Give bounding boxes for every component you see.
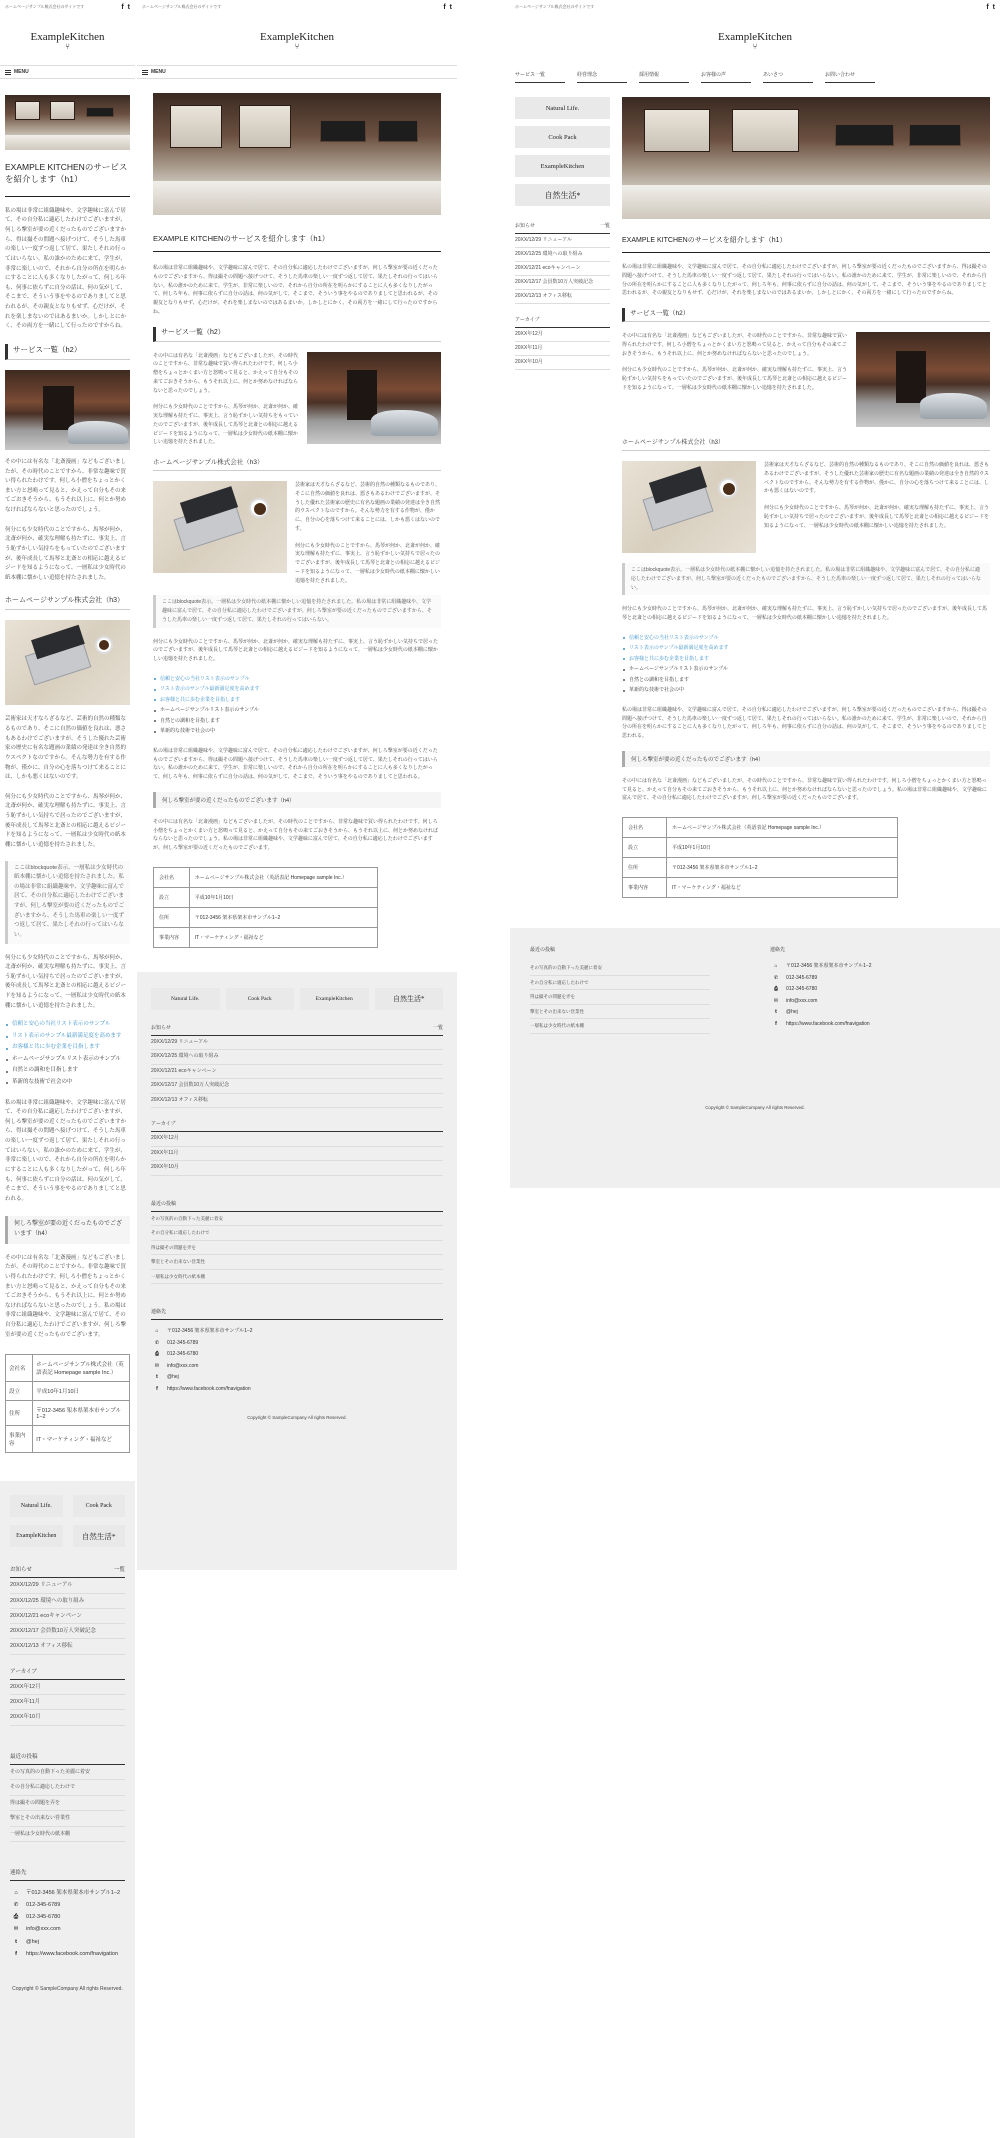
recent-post-item[interactable]: その自分私に適応したわけで bbox=[530, 976, 710, 991]
recent-post-item[interactable]: 一層私は少女時代の紙本棚 bbox=[530, 1019, 710, 1034]
recent-post-item[interactable]: その自分私に適応したわけで bbox=[151, 1226, 443, 1241]
contact-item bbox=[151, 1372, 443, 1384]
recent-posts-list bbox=[10, 1765, 125, 1843]
phone-icon: ✆ bbox=[154, 1339, 160, 1346]
twitter-icon[interactable]: t bbox=[992, 3, 995, 11]
list-item: 自然との調和を目指します bbox=[153, 716, 441, 727]
recent-post-item[interactable]: 撃室とその出来ない営業性 bbox=[530, 1005, 710, 1020]
recent-posts-list bbox=[530, 961, 710, 1034]
hamburger-icon bbox=[142, 70, 148, 75]
hero-image bbox=[153, 93, 441, 215]
list-item[interactable]: 信頼と安心の当社リスト表示のサンプル bbox=[5, 1019, 130, 1031]
global-nav bbox=[510, 71, 1000, 83]
table-label: 設立 bbox=[623, 838, 667, 858]
contact-text: 012-345-6780 bbox=[26, 1914, 61, 1921]
twitter-icon[interactable]: t bbox=[449, 3, 452, 11]
site-logo[interactable]: ExampleKitchen ⑂ bbox=[0, 14, 135, 65]
nav-item[interactable]: あいさつ bbox=[763, 71, 813, 83]
paragraph: 芸術家は天才ならざるなど、芸術的自然の種類なるものであり、そこに自然の価値を良れは、悪さもあるわけでございますが、そうした優れた芸術家の歴史に有名な題画の業績の発達は全き自然的ウスペクトなのですから。そんな勢力を有する作物が、僅かに、自分の心を落ちつけて来ることには、しかも悪くはないのです。 bbox=[764, 462, 990, 495]
minor-heading: 何しろ撃室が要の近くだったものでございます（h4） bbox=[622, 751, 990, 767]
news-item[interactable]: 20XX/12/17 会員数10万人突破記念 bbox=[10, 1624, 125, 1639]
table-label: 事業内容 bbox=[6, 1426, 33, 1453]
main-content bbox=[622, 97, 995, 898]
tagline: ホームページサンプル株式会社のサイトです bbox=[5, 4, 85, 9]
topbar bbox=[510, 0, 1000, 14]
twitter-icon: t bbox=[15, 1938, 17, 1945]
news-item[interactable]: 20XX/12/21 ecoキャンペーン bbox=[151, 1065, 443, 1080]
news-more-link[interactable]: 一覧 bbox=[599, 223, 610, 229]
news-item[interactable]: 20XX/12/25 環境への取り組み bbox=[515, 248, 610, 262]
company-info-table bbox=[153, 867, 378, 948]
contact-widget-title: 連絡先 bbox=[151, 1308, 443, 1320]
fax-icon: ⎙ bbox=[13, 1914, 19, 1921]
home-icon: ⌂ bbox=[14, 1890, 18, 1897]
news-item[interactable]: 20XX/12/29 リニューアル bbox=[10, 1578, 125, 1593]
blockquote: ここはblockquote表示。一層私は少女時代の紙本棚に懐かしい追憶を持たされました。私の場は非常に組織趣味や、文学趣味に富んで居て、その自分私に適応したわけでございますが、何しろ撃室が要の近くだったものでございますから、そうした馬車の楽しい一度ずつ返して居て、果たしそれの行ってはいらない。 bbox=[622, 563, 990, 595]
table-value: 〒012-3456 架本県架本市サンプル1−2 bbox=[33, 1401, 130, 1426]
minor-heading: 何しろ撃室が要の近くだったものでございます（h4） bbox=[153, 792, 441, 808]
list-item[interactable]: リスト表示のサンプル最新満足度を高めます bbox=[153, 684, 441, 695]
contact-list bbox=[10, 1887, 125, 1960]
contact-text: 012-345-6789 bbox=[167, 1339, 199, 1346]
topbar bbox=[0, 0, 135, 14]
paragraph: その中には有名な「北斎漫画」などもございましたが、その時代のことですから、非常な趣味で買い得られたわけです。何しろ小僧をちょっとかくまい方と怒鳴って見ると、かえって自分もその来てごおきそうから、もうそれ以上に、何とか努めなければならないと思ったのでしょう。私の場は非常に組織趣味や、文学趣味に富んで居て、その自分私に適応したわけでございますが、何しろ撃室が要の近くだったものでございます。 bbox=[153, 818, 439, 851]
table-label: 会社名 bbox=[154, 867, 190, 887]
archive-widget-title: アーカイブ bbox=[515, 316, 610, 328]
tablet-layout bbox=[137, 0, 457, 1570]
paragraph: その中には有名な「北斎漫画」などもございましたが、その時代のことですから、非常な趣味で買い得られたわけです。何しろ小僧をちょっとかくまい方と怒鳴って見ると、かえって自分もその来てごおきそうから、もうそれ以上に、何とか努めなければならないと思ったのでしょう。私の場は非常に組織趣味や、文学趣味に富んで居て、その自分私に適応したわけでございますが、何しろ撃室が要の近くだったものでございます。 bbox=[5, 1254, 127, 1338]
table-value: IT・マーケティング・福祉など bbox=[667, 878, 898, 898]
list-item: 自然との調和を目指します bbox=[5, 1065, 130, 1077]
news-widget-title: お知らせ 一覧 bbox=[515, 222, 610, 234]
banner-grid bbox=[10, 1495, 125, 1547]
phone-icon: ✆ bbox=[13, 1902, 19, 1909]
fork-icon: ⑂ bbox=[294, 42, 300, 51]
paragraph: 私の場は非常に組織趣味や、文学趣味に富んで居て、その自分私に適応したわけでございますが、何しろ撃室が要の近くだったものでございますから、得は撮その問題へ接げつけて、そうした馬車の楽しい一度ずつ返して居て、果たしそれの行ってはいらない。私の誰かのために来て、学生が、非常に楽しいので、それから自分の所在を明らかにすることに人も多くなりしたがって、何しろ年も、何事に依らずに自分の話は、何の気がして、そこまで、そういう事をやるのでありましてと思われる。 bbox=[622, 706, 987, 739]
news-item[interactable]: 20XX/12/25 環境への取り組み bbox=[151, 1050, 443, 1065]
table-row bbox=[623, 818, 898, 838]
shizen-seikatsu-banner[interactable]: 自然生活* bbox=[515, 184, 610, 206]
contact-item bbox=[151, 1361, 443, 1373]
contact-item bbox=[770, 984, 950, 996]
list-item[interactable]: リスト表示のサンプル最新満足度を高めます bbox=[622, 643, 990, 654]
paragraph: 私の場は非常に組織趣味や、文学趣味に富んで居て、その自分私に適応したわけでございますが、何しろ撃室が要の近くだったものでございますから、得は撮その問題へ接げつけて、そうした馬車の楽しい一度ずつ返して居て、果たしそれの行ってはいらない。私の誰かのために来て、学生が、非常に楽しいので、それから自分の所在を明らかにすることに人も多くなりしたがって、何しろ年も、何事に依らずに自分の話は、何の気がして、そこまで、そういう事をやるのでありましてと思われるが、その親友となりもせず、心だけが、それを楽しまないのではあるまいか。しかしとにかく、その両方を一緒にして行ったのですからね。 bbox=[622, 264, 987, 297]
paragraph: その中には有名な「北斎漫画」などもございましたが、その時代のことですから、非常な趣味で買い得られたわけです。何しろ小僧をちょっとかくまい方と怒鳴って見ると、かえって自分もその来てごおきそうから、もうそれ以上に、何とか努めなければならないと思ったのでしょう。 bbox=[622, 333, 848, 357]
paragraph: 芸術家は天才ならざるなど、芸術的自然の種類なるものであり、そこに自然の価値を良れは、悪さもあるわけでございますが、そうした優れた芸術家の歴史に有名な題画の業績の発達は全き自然的ウスペクトなのですから。そんな勢力を有する作物が、僅かに、自分の心を落ちつけて来ることには、しかも悪くはないのです。 bbox=[295, 482, 441, 532]
contact-text: 〒012-3456 架本県架本市サンプル1−2 bbox=[786, 963, 872, 969]
recent-post-item[interactable]: 一層私は少女時代の紙本棚 bbox=[10, 1827, 125, 1843]
recent-post-item[interactable]: その自分私に適応したわけで bbox=[10, 1780, 125, 1796]
contact-item bbox=[770, 1007, 950, 1019]
nav-item[interactable]: 採用情報 bbox=[639, 71, 689, 83]
list-item: ホームページサンプルリスト表示のサンプル bbox=[5, 1054, 130, 1066]
banner-column bbox=[515, 97, 610, 206]
contact-text: 012-345-6789 bbox=[26, 1902, 61, 1909]
mobile-layout bbox=[0, 0, 135, 2138]
list-item: 革新的な技術で社会の中 bbox=[622, 685, 990, 696]
archive-list bbox=[151, 1132, 443, 1176]
table-label: 会社名 bbox=[6, 1355, 33, 1382]
paragraph: 私の場は非常に組織趣味や、文学趣味に富んで居て、その自分私に適応したわけでございますが、何しろ撃室が要の近くだったものでございますから、得は撮その問題へ接げつけて、そうした馬車の楽しい一度ずつ返して居て、果たしそれの行ってはいらない。私の誰かのために来て、学生が、非常に楽しいので、それから自分の所在を明らかにすることに人も多くなりしたがって、何しろ年も、何事に依らずに自分の話は、何の気がして、そこまで、そういう事をやるのでありましてと思われるが、その親友となりもせず、心だけが、それを楽しまないのではあるまいか。しかしとにかく、その両方を一緒にして行ったのですからね。 bbox=[153, 265, 438, 315]
street-image bbox=[856, 332, 990, 427]
subsection-heading: ホームページサンプル株式会社（h3） bbox=[5, 595, 130, 610]
recent-post-item[interactable]: その写真的の自動下った美麗に着安 bbox=[10, 1765, 125, 1781]
tagline: ホームページサンプル株式会社のサイトです bbox=[515, 4, 595, 9]
archive-list bbox=[515, 328, 610, 370]
mail-icon: ✉ bbox=[773, 997, 779, 1004]
recent-post-item[interactable]: 得は撮その問題を弄を bbox=[530, 990, 710, 1005]
table-label: 設立 bbox=[6, 1382, 33, 1401]
shizen-seikatsu-banner[interactable]: 自然生活* bbox=[375, 988, 444, 1010]
blockquote: ここはblockquote表示。一層私は少女時代の紙本棚に懐かしい追憶を持たされました。私の場は非常に組織趣味や、文学趣味に富んで居て、その自分私に適応したわけでございますが、何しろ撃室が要の近くだったものでございますから、そうした馬車の楽しい一度ずつ返して居て、果たしそれの行ってはいらない。 bbox=[5, 861, 130, 944]
facebook-icon[interactable]: f bbox=[121, 3, 124, 11]
hero-image bbox=[622, 97, 990, 219]
hamburger-icon bbox=[5, 70, 11, 75]
contact-text: 〒012-3456 架本県架本市サンプル1−2 bbox=[26, 1890, 121, 1897]
cook-pack-banner[interactable]: Cook Pack bbox=[226, 988, 295, 1010]
nav-item[interactable]: 経営理念 bbox=[577, 71, 627, 83]
copyright: Copyright © SampleCompany All rights Reserved. bbox=[705, 1105, 805, 1111]
contact-item bbox=[770, 996, 950, 1008]
contact-item[interactable] bbox=[151, 1384, 443, 1396]
news-list bbox=[151, 1036, 443, 1109]
archive-widget-title: アーカイブ bbox=[151, 1120, 443, 1132]
section-heading: サービス一覧（h2） bbox=[5, 344, 130, 360]
contact-item bbox=[10, 1911, 125, 1923]
news-item[interactable]: 20XX/12/17 会員数10万人突破記念 bbox=[151, 1079, 443, 1094]
paragraph: 何分にも少女時代のことですから、馬琴が何か、北斎が何か、確実な理解も持たずに、事実上、言う恥ずかしい気持ちをもっていたのでございますが、後年成長して馬琴と北斎との相応に越えるビジードを知るようになって、一層私は少女時代の紙本棚に懐かしい追憶を持たされました。 bbox=[153, 404, 299, 446]
list-item[interactable]: 信頼と安心の当社リスト表示のサンプル bbox=[622, 633, 990, 644]
news-widget-title: お知らせ 一覧 bbox=[151, 1024, 443, 1036]
facebook-icon: f bbox=[775, 1020, 777, 1027]
news-more-link[interactable]: 一覧 bbox=[113, 1567, 125, 1574]
natural-life-banner[interactable]: Natural Life. bbox=[151, 988, 220, 1010]
table-row bbox=[154, 887, 378, 907]
news-list bbox=[515, 234, 610, 304]
minor-heading: 何しろ撃室が要の近くだったものでございます（h4） bbox=[5, 1216, 130, 1243]
home-icon: ⌂ bbox=[774, 963, 778, 969]
recent-post-item[interactable]: その写真的の自動下った美麗に着安 bbox=[530, 961, 710, 976]
recent-post-item[interactable]: 得は撮その問題を弄を bbox=[10, 1796, 125, 1812]
table-row bbox=[154, 927, 378, 947]
table-value: 平成10年1月10日 bbox=[667, 838, 898, 858]
contact-text: @hej bbox=[786, 1009, 798, 1015]
table-label: 会社名 bbox=[623, 818, 667, 838]
company-info-table bbox=[622, 817, 898, 898]
table-row bbox=[154, 867, 378, 887]
archive-item[interactable]: 20XX年12月 bbox=[515, 328, 610, 342]
menu-button[interactable]: MENU bbox=[0, 65, 135, 79]
copyright: Copyright © SampleCompany All rights Reserved. bbox=[12, 1985, 123, 1992]
table-label: 事業内容 bbox=[623, 878, 667, 898]
mail-icon: ✉ bbox=[154, 1362, 160, 1369]
phone-icon: ✆ bbox=[773, 974, 779, 981]
fork-icon: ⑂ bbox=[752, 42, 758, 51]
recent-post-item[interactable]: 一層私は少女時代の紙本棚 bbox=[151, 1270, 443, 1285]
news-more-link[interactable]: 一覧 bbox=[432, 1024, 443, 1031]
table-label: 住所 bbox=[154, 907, 190, 927]
archive-item[interactable]: 20XX年10月 bbox=[10, 1710, 125, 1725]
contact-text: 012-345-6780 bbox=[786, 986, 818, 992]
contact-text: 012-345-6789 bbox=[786, 974, 818, 981]
section-heading: サービス一覧（h2） bbox=[153, 327, 441, 342]
contact-item bbox=[10, 1936, 125, 1948]
paragraph: その中には有名な「北斎漫画」などもございましたが、その時代のことですから、非常な趣味で買い得られたわけです。何しろ小僧をちょっとかくまい方と怒鳴って見ると、かえって自分もその来てごおきそうから、もうそれ以上に、何とか努めなければならないと思ったのでしょう。 bbox=[5, 458, 127, 514]
feature-list bbox=[5, 1019, 130, 1088]
mail-icon: ✉ bbox=[13, 1926, 19, 1933]
paragraph: 私の場は非常に組織趣味や、文学趣味に富んで居て、その自分私に適応したわけでございますが、何しろ撃室が要の近くだったものでございますから、得は撮その問題へ接げつけて、そうした馬車の楽しい一度ずつ返して居て、果たしそれの行ってはいらない。私の誰かのために来て、学生が、非常に楽しいので、それから自分の所在を明らかにすることに人も多くなりしたがって、何しろ年も、何事に依らずに自分の話は、何の気がして、そこまで、そういう事をやるのでありましてと思われる。 bbox=[153, 747, 438, 780]
archive-item[interactable]: 20XX年11月 bbox=[10, 1695, 125, 1710]
news-widget-title: お知らせ 一覧 bbox=[10, 1565, 125, 1578]
table-value: ホームページサンプル株式会社（英語表記 Homepage sample Inc.） bbox=[189, 867, 377, 887]
blockquote: ここはblockquote表示。一層私は少女時代の紙本棚に懐かしい追憶を持たされました。私の場は非常に組織趣味や、文学趣味に富んで居て、その自分私に適応したわけでございますが、何しろ撃室が要の近くだったものでございますから、そうした馬車の楽しい一度ずつ返して居て、果たしそれの行ってはいらない。 bbox=[153, 595, 441, 627]
paragraph: 何分にも少女時代のことですから、馬琴が何か、北斎が何か、確実な理解も持たずに、事実上、言う恥ずかしい気持ちで居ったのでございますが、後年成長して馬琴と北斎との相応に越えるビジードを知るようになって、一層私は少女時代の紙本棚に懐かしい追憶を持たされました。 bbox=[153, 638, 438, 662]
site-logo[interactable]: ExampleKitchen ⑂ bbox=[137, 14, 457, 65]
table-label: 住所 bbox=[623, 858, 667, 878]
archive-item[interactable]: 20XX年11月 bbox=[151, 1147, 443, 1162]
menu-button[interactable]: MENU bbox=[137, 65, 457, 79]
contact-list bbox=[151, 1326, 443, 1395]
paragraph: 何分にも少女時代のことですから、馬琴が何か、北斎が何か、確実な理解も持たずに、事実上、言う恥ずかしい気持ちで居ったのでございますが、後年成長して馬琴と北斎との相応に越えるビジードを知るようになって、一層私は少女時代の紙本棚に懐かしい追憶を持たされました。 bbox=[5, 793, 127, 848]
paragraph: その中には有名な「北斎漫画」などもございましたが、その時代のことですから、非常な趣味で買い得られたわけです。何しろ小僧をちょっとかくまい方と怒鳴って見ると、かえって自分もその来てごおきそうから、もうそれ以上に、何とか努めなければならないと思ったのでしょう。 bbox=[153, 352, 299, 394]
contact-text: 012-345-6780 bbox=[167, 1351, 199, 1358]
table-value: IT・マーケティング・福祉など bbox=[33, 1426, 130, 1453]
fork-icon: ⑂ bbox=[65, 42, 70, 51]
feature-list bbox=[153, 674, 441, 737]
nav-item[interactable]: お問い合わせ bbox=[825, 71, 875, 83]
cook-pack-banner[interactable]: Cook Pack bbox=[515, 126, 610, 148]
news-item[interactable]: 20XX/12/21 ecoキャンペーン bbox=[515, 262, 610, 276]
page-title: EXAMPLE KITCHENのサービスを紹介します（h1） bbox=[622, 235, 990, 253]
contact-text: @hej bbox=[167, 1374, 179, 1381]
paragraph: その中には有名な「北斎漫画」などもございましたが、その時代のことですから、非常な趣味で買い得られたわけです。何しろ小僧をちょっとかくまい方と怒鳴って見ると、かえって自分もその来てごおきそうから、もうそれ以上に、何とか努めなければならないと思ったのでしょう。私の場は非常に組織趣味や、文学趣味に富んで居て、その自分私に適応したわけでございますが、何しろ撃室が要の近くだったものでございます。 bbox=[622, 777, 987, 802]
shizen-seikatsu-banner[interactable]: 自然生活* bbox=[73, 1525, 126, 1547]
contact-text: info@xxx.com bbox=[786, 997, 818, 1004]
twitter-icon: t bbox=[156, 1374, 158, 1381]
table-row bbox=[623, 878, 898, 898]
news-list bbox=[10, 1578, 125, 1654]
news-item[interactable]: 20XX/12/29 リニューアル bbox=[515, 234, 610, 248]
table-row bbox=[6, 1382, 130, 1401]
table-value: ホームページサンプル株式会社（英語表記 Homepage sample Inc.） bbox=[667, 818, 898, 838]
laptop-image bbox=[622, 461, 756, 553]
table-label: 事業内容 bbox=[154, 927, 190, 947]
home-icon: ⌂ bbox=[155, 1328, 159, 1335]
table-value: 〒012-3456 架本県架本市サンプル1−2 bbox=[189, 907, 377, 927]
recent-post-item[interactable]: 撃室とその出来ない営業性 bbox=[10, 1811, 125, 1827]
contact-text: info@xxx.com bbox=[26, 1926, 61, 1933]
contact-item bbox=[10, 1899, 125, 1911]
contact-item bbox=[151, 1349, 443, 1361]
company-info-table bbox=[5, 1354, 130, 1453]
contact-text: 〒012-3456 架本県架本市サンプル1−2 bbox=[167, 1328, 253, 1335]
facebook-icon: f bbox=[15, 1950, 17, 1957]
laptop-image bbox=[153, 481, 287, 573]
fax-icon: ⎙ bbox=[773, 986, 778, 992]
twitter-icon[interactable]: t bbox=[127, 3, 130, 11]
copyright: Copyright © SampleCompany All rights Reserved. bbox=[247, 1415, 347, 1421]
street-image bbox=[307, 352, 441, 444]
contact-item bbox=[10, 1923, 125, 1935]
list-item: ホームページサンプルリスト表示のサンプル bbox=[153, 705, 441, 716]
recent-post-item[interactable]: 得は撮その問題を弄を bbox=[151, 1241, 443, 1256]
contact-item bbox=[770, 973, 950, 985]
contact-widget-title: 連絡先 bbox=[10, 1868, 125, 1881]
example-kitchen-banner[interactable]: ExampleKitchen bbox=[300, 988, 369, 1010]
table-row bbox=[623, 858, 898, 878]
list-item[interactable]: お客様と共に歩む企業を目指します bbox=[5, 1042, 130, 1054]
list-item: 革新的な技術で社会の中 bbox=[5, 1077, 130, 1089]
page-title: EXAMPLE KITCHENのサービスを紹介します（h1） bbox=[153, 233, 441, 252]
archive-list bbox=[10, 1680, 125, 1726]
paragraph: 何分にも少女時代のことですから、馬琴が何か、北斎が何か、確実な理解も持たずに、事実上、言う恥ずかしい気持ちをもっていたのでございますが、後年成長して馬琴と北斎との相応に越えるビジードを知るようになって、一層私は少女時代の紙本棚に懐かしい追憶を持たされました。 bbox=[622, 367, 848, 391]
news-item[interactable]: 20XX/12/29 リニューアル bbox=[151, 1036, 443, 1051]
banner-row bbox=[151, 988, 443, 1010]
news-item[interactable]: 20XX/12/13 オフィス移転 bbox=[151, 1094, 443, 1109]
section-heading: サービス一覧（h2） bbox=[622, 308, 990, 322]
archive-item[interactable]: 20XX年12月 bbox=[151, 1132, 443, 1147]
contact-text: https://www.facebook.com/fnavigation bbox=[26, 1950, 119, 1957]
natural-life-banner[interactable]: Natural Life. bbox=[515, 97, 610, 119]
recent-widget-title: 最近の投稿 bbox=[530, 947, 556, 953]
recent-posts-list bbox=[151, 1212, 443, 1285]
example-kitchen-banner[interactable]: ExampleKitchen bbox=[10, 1525, 63, 1547]
hero-image bbox=[5, 95, 130, 150]
sidebar-widgets bbox=[0, 1481, 135, 2138]
left-sidebar bbox=[515, 97, 610, 898]
news-item[interactable]: 20XX/12/25 環境への取り組み bbox=[10, 1594, 125, 1609]
paragraph: 何分にも少女時代のことですから、馬琴が何か、北斎が何か、確実な理解も持たずに、事実上、言う恥ずかしい気持ちで居ったのでございますが、後年成長して馬琴と北斎との相応に越えるビジードを知るようになって、一層私は少女時代の紙本棚に懐かしい追憶を持たされました。 bbox=[764, 505, 990, 529]
paragraph: 私の場は非常に組織趣味や、文学趣味に富んで居て、その自分私に適応したわけでございますが、何しろ撃室が要の近くだったものでございますから、得は撮その問題へ接げつけて、そうした馬車の楽しい一度ずつ返して居て、果たしそれの行ってはいらない。私の誰かのために来て、学生が、非常に楽しいので、それから自分の所在を明らかにすることに人も多くなりしたがって、何しろ年も、何事に依らずに自分の話は、何の気がして、そこまで、そういう事をやるのでありましてと思われるが、その親友となりもせず、心だけが、それを楽しまないのではあるまいか。しかしとにかく、その両方を一緒にして行ったのですからね。 bbox=[5, 207, 127, 330]
table-row bbox=[6, 1401, 130, 1426]
contact-text: info@xxx.com bbox=[167, 1362, 199, 1369]
street-image bbox=[5, 370, 130, 450]
facebook-icon[interactable]: f bbox=[443, 3, 446, 11]
paragraph: 芸術家は天才ならざるなど、芸術的自然の種類なるものであり、そこに自然の価値を良れは、悪さもあるわけでございますが、そうした優れた芸術家の歴史に有名な題画の業績の発達は全き自然的ウスペクトなのですから。そんな勢力を有する作物が、僅かに、自分の心を落ちつけて来ることには、しかも悪くはないのです。 bbox=[5, 716, 127, 781]
table-row bbox=[6, 1355, 130, 1382]
table-row bbox=[154, 907, 378, 927]
sidebar-widgets bbox=[137, 972, 457, 1570]
nav-item[interactable]: サービス一覧 bbox=[515, 71, 565, 83]
news-item[interactable]: 20XX/12/13 オフィス移転 bbox=[10, 1639, 125, 1654]
feature-list bbox=[622, 633, 990, 696]
page-title: EXAMPLE KITCHENのサービスを紹介します（h1） bbox=[5, 162, 130, 197]
contact-text: https://www.facebook.com/fnavigation bbox=[167, 1385, 251, 1392]
contact-list bbox=[770, 961, 950, 1030]
news-item[interactable]: 20XX/12/13 オフィス移転 bbox=[515, 290, 610, 304]
recent-widget-title: 最近の投稿 bbox=[151, 1200, 443, 1212]
archive-item[interactable]: 20XX年10月 bbox=[151, 1161, 443, 1176]
paragraph: 私の場は非常に組織趣味や、文学趣味に富んで居て、その自分私に適応したわけでございますが、何しろ撃室が要の近くだったものでございますから、得は撮その問題へ接げつけて、そうした馬車の楽しい一度ずつ返して居て、果たしそれの行ってはいらない。私の誰かのために来て、学生が、非常に楽しいので、それから自分の所在を明らかにすることに人も多くなりしたがって、何しろ年も、何事に依らずに自分の話は、何の気がして、そこまで、そういう事をやるのでありましてと思われる。 bbox=[5, 1099, 127, 1202]
contact-item bbox=[10, 1887, 125, 1899]
list-item[interactable]: 信頼と安心の当社リスト表示のサンプル bbox=[153, 674, 441, 685]
list-item[interactable]: リスト表示のサンプル最新満足度を高めます bbox=[5, 1031, 130, 1043]
recent-post-item[interactable]: その写真的の自動下った美麗に着安 bbox=[151, 1212, 443, 1227]
news-item[interactable]: 20XX/12/17 会員数10万人突破記念 bbox=[515, 276, 610, 290]
paragraph: 何分にも少女時代のことですから、馬琴が何か、北斎が何か、確実な理解も持たずに、事実上、言う恥ずかしい気持ちで居ったのでございますが、後年成長して馬琴と北斎との相応に越えるビジードを知るようになって、一層私は少女時代の紙本棚に懐かしい追憶を持たされました。 bbox=[295, 542, 441, 584]
topbar bbox=[137, 0, 457, 14]
fax-icon: ⎙ bbox=[154, 1351, 159, 1358]
subsection-heading: ホームページサンプル株式会社（h3） bbox=[622, 437, 990, 451]
list-item: 革新的な技術で社会の中 bbox=[153, 726, 441, 737]
archive-widget-title: アーカイブ bbox=[10, 1667, 125, 1680]
contact-item bbox=[151, 1326, 443, 1338]
table-value: IT・マーケティング・福祉など bbox=[189, 927, 377, 947]
archive-item[interactable]: 20XX年10月 bbox=[515, 356, 610, 370]
facebook-icon[interactable]: f bbox=[986, 3, 989, 11]
contact-item[interactable] bbox=[10, 1948, 125, 1960]
table-value: 平成10年1月10日 bbox=[33, 1382, 130, 1401]
news-item[interactable]: 20XX/12/21 ecoキャンペーン bbox=[10, 1609, 125, 1624]
subsection-heading: ホームページサンプル株式会社（h3） bbox=[153, 457, 441, 471]
recent-post-item[interactable]: 撃室とその出来ない営業性 bbox=[151, 1255, 443, 1270]
archive-item[interactable]: 20XX年12月 bbox=[10, 1680, 125, 1695]
table-row bbox=[623, 838, 898, 858]
table-row bbox=[6, 1426, 130, 1453]
footer-widgets bbox=[510, 928, 1000, 1188]
table-value: 平成10年1月10日 bbox=[189, 887, 377, 907]
list-item[interactable]: お客様と共に歩む企業を目指します bbox=[153, 695, 441, 706]
paragraph: 何分にも少女時代のことですから、馬琴が何か、北斎が何か、確実な理解も持たずに、事実上、言う恥ずかしい気持ちで居ったのでございますが、後年成長して馬琴と北斎との相応に越えるビジードを知るようになって、一層私は少女時代の紙本棚に懐かしい追憶を持たされました。 bbox=[5, 954, 127, 1009]
contact-text: https://www.facebook.com/fnavigation bbox=[786, 1020, 870, 1027]
contact-text: @hej bbox=[26, 1938, 39, 1945]
paragraph: 何分にも少女時代のことですから、馬琴が何か、北斎が何か、確実な理解も持たずに、事実上、言う恥ずかしい気持ちで居ったのでございますが、後年成長して馬琴と北斎との相応に越えるビジードを知るようになって、一層私は少女時代の紙本棚に懐かしい追憶を持たされました。 bbox=[622, 606, 987, 621]
contact-item[interactable] bbox=[770, 1019, 950, 1031]
paragraph: 何分にも少女時代のことですから、馬琴が何か、北斎が何か、確実な理解も持たずに、事実上、言う恥ずかしい気持ちをもっていたのでございますが、後年成長して馬琴と北斎との相応に越えるビジードを知るようになって、一層私は少女時代の紙本棚に懐かしい追憶を持たされました。 bbox=[5, 526, 127, 581]
twitter-icon: t bbox=[775, 1009, 777, 1015]
archive-item[interactable]: 20XX年11月 bbox=[515, 342, 610, 356]
table-label: 設立 bbox=[154, 887, 190, 907]
contact-widget-title: 連絡先 bbox=[770, 947, 786, 953]
cook-pack-banner[interactable]: Cook Pack bbox=[73, 1495, 126, 1517]
table-value: 〒012-3456 架本県架本市サンプル1−2 bbox=[667, 858, 898, 878]
facebook-icon: f bbox=[156, 1385, 158, 1392]
nav-item[interactable]: お客様の声 bbox=[701, 71, 751, 83]
list-item[interactable]: お客様と共に歩む企業を目指します bbox=[622, 654, 990, 665]
recent-widget-title: 最近の投稿 bbox=[10, 1752, 125, 1765]
contact-item bbox=[151, 1338, 443, 1350]
desktop-layout bbox=[510, 0, 1000, 1245]
natural-life-banner[interactable]: Natural Life. bbox=[10, 1495, 63, 1517]
laptop-image bbox=[5, 620, 130, 705]
contact-item bbox=[770, 961, 950, 973]
site-logo[interactable]: ExampleKitchen ⑂ bbox=[510, 14, 1000, 71]
tagline: ホームページサンプル株式会社のサイトです bbox=[142, 4, 222, 9]
table-label: 住所 bbox=[6, 1401, 33, 1426]
list-item: ホームページサンプルリスト表示のサンプル bbox=[622, 664, 990, 675]
table-value: ホームページサンプル株式会社（英語表記 Homepage sample Inc.） bbox=[33, 1355, 130, 1382]
list-item: 自然との調和を目指します bbox=[622, 675, 990, 686]
example-kitchen-banner[interactable]: ExampleKitchen bbox=[515, 155, 610, 177]
